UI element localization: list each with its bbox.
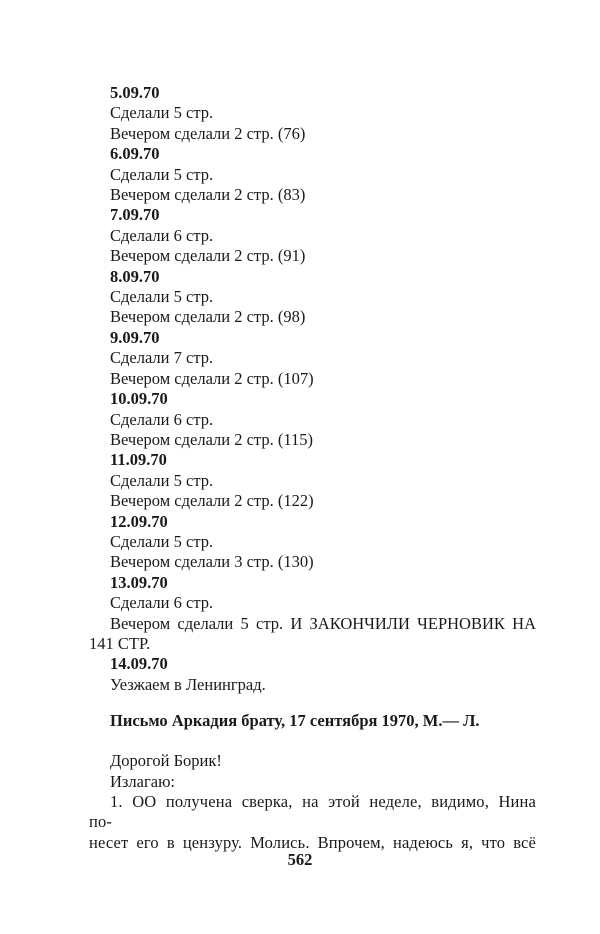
diary-line: Вечером сделали 2 стр. (98) xyxy=(110,307,306,327)
diary-line: Сделали 5 стр. xyxy=(110,103,214,123)
diary-date: 5.09.70 xyxy=(110,83,160,102)
diary-date: 8.09.70 xyxy=(110,266,160,286)
diary-line: Сделали 6 стр. xyxy=(110,409,214,429)
diary-entry xyxy=(89,83,536,144)
diary-line: Сделали 5 стр. xyxy=(110,531,214,551)
diary-entry xyxy=(89,573,536,655)
letter-salutation: Дорогой Борик! xyxy=(110,751,222,771)
diary-entry xyxy=(89,205,536,266)
diary-line: Вечером сделали 2 стр. (122) xyxy=(110,491,314,511)
diary-entry xyxy=(89,328,536,389)
diary-entry xyxy=(89,267,536,328)
diary-entry xyxy=(89,450,536,511)
letter-heading: Письмо Аркадия брату, 17 сентября 1970, М.— Л. xyxy=(110,710,480,730)
diary-date: 14.09.70 xyxy=(110,654,168,674)
diary-line: Вечером сделали 2 стр. (107) xyxy=(110,368,314,388)
diary-line: Вечером сделали 2 стр. (91) xyxy=(110,246,306,266)
diary-line: Вечером сделали 2 стр. (115) xyxy=(110,429,313,449)
diary-date: 12.09.70 xyxy=(110,511,168,531)
diary-date: 9.09.70 xyxy=(110,327,160,347)
diary-line: Вечером сделали 3 стр. (130) xyxy=(110,552,314,572)
diary-date: 6.09.70 xyxy=(110,144,160,164)
diary-date: 13.09.70 xyxy=(110,572,168,592)
book-page xyxy=(89,83,536,853)
diary-line: Сделали 5 стр. xyxy=(110,287,214,307)
diary-line: Вечером сделали 5 стр. И ЗАКОНЧИЛИ ЧЕРНОВИК НА 141 СТР. xyxy=(89,613,536,653)
diary-line: Уезжаем в Ленинград. xyxy=(110,674,266,694)
diary-entry xyxy=(89,389,536,450)
diary-line: Сделали 6 стр. xyxy=(110,225,214,245)
page-number: 562 xyxy=(287,850,313,869)
diary-line: Сделали 5 стр. xyxy=(110,164,214,184)
diary-line: Вечером сделали 2 стр. (83) xyxy=(110,185,306,205)
diary-entry xyxy=(89,144,536,205)
diary-line: Сделали 6 стр. xyxy=(110,593,214,613)
diary-date: 11.09.70 xyxy=(110,450,167,470)
diary-entry xyxy=(89,654,536,695)
diary-line: Вечером сделали 2 стр. (76) xyxy=(110,123,306,143)
letter-paragraph-line: несет его в цензуру. Молись. Впрочем, надеюсь я, что всё xyxy=(89,832,536,852)
diary-entry xyxy=(89,512,536,573)
diary-date: 10.09.70 xyxy=(110,389,168,409)
diary-line: Сделали 5 стр. xyxy=(110,470,214,490)
letter-intro: Излагаю: xyxy=(110,771,175,791)
diary-date: 7.09.70 xyxy=(110,205,160,225)
diary-line: Сделали 7 стр. xyxy=(110,348,214,368)
letter-paragraph-line: 1. ОО получена сверка, на этой неделе, видимо, Нина по- xyxy=(89,791,536,832)
